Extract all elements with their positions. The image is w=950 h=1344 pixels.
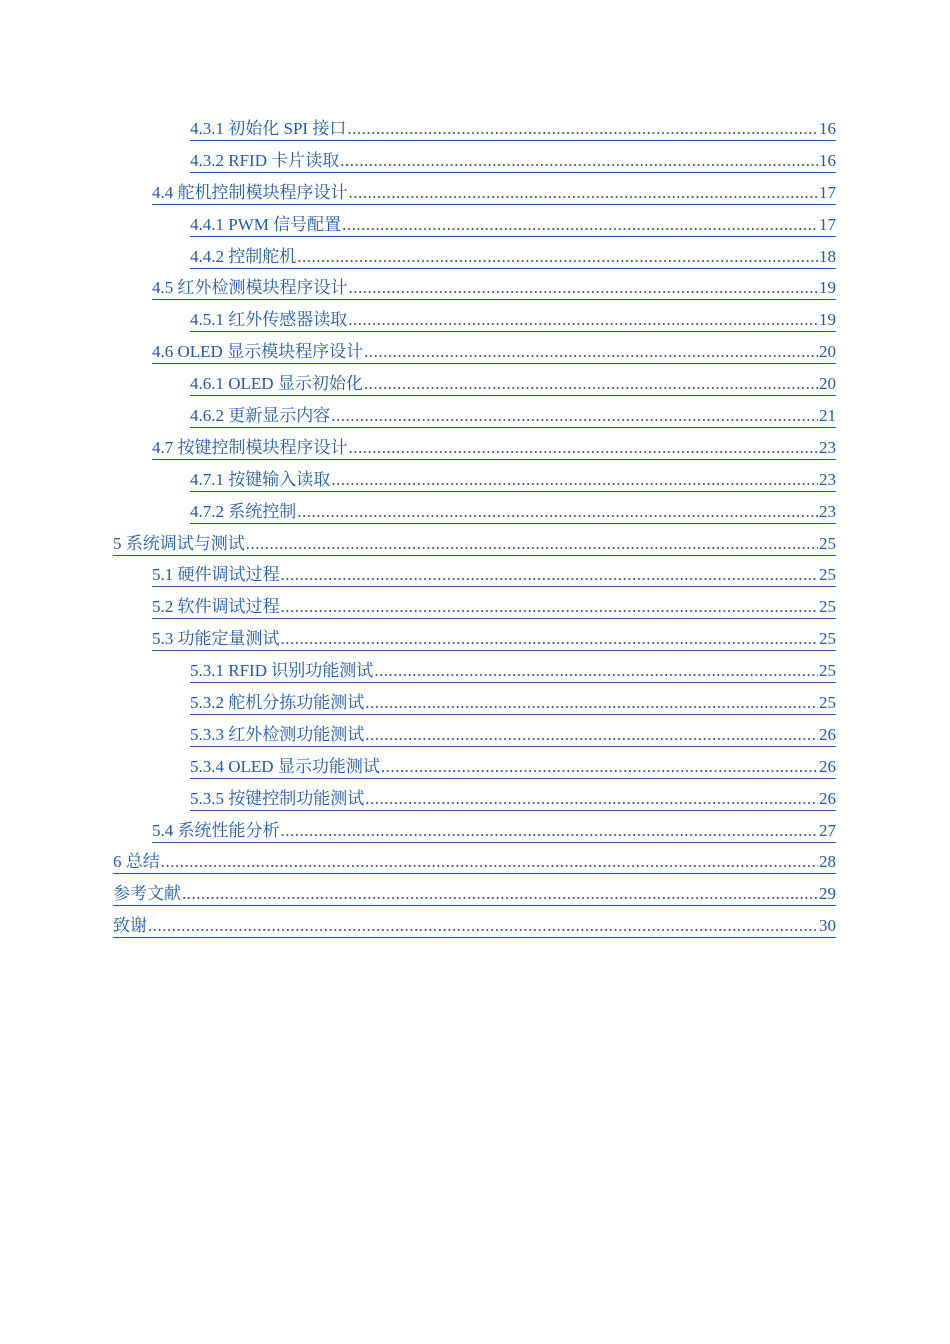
toc-page-number: 26 [819,788,836,808]
toc-dot-leader [246,533,818,555]
toc-link[interactable] [190,756,836,779]
toc-dot-leader [349,277,819,299]
toc-link[interactable] [190,469,836,492]
toc-entry [0,211,950,243]
toc-page-number: 25 [819,693,836,713]
toc-entry-title: 4.6.1 OLED 显示初始化 [190,374,363,394]
toc-page-number: 19 [819,310,836,330]
toc-entry [0,338,950,370]
toc-page-number: 16 [819,119,836,138]
toc-link[interactable] [190,150,836,173]
toc-link[interactable] [113,883,836,906]
toc-page-number: 20 [819,374,836,394]
toc-page-number: 26 [819,724,836,744]
toc-dot-leader [365,788,818,810]
toc-entry [0,530,950,562]
toc-entry [0,912,950,944]
toc-link[interactable] [190,373,836,396]
toc-entry-title: 4.5 红外检测模块程序设计 [152,278,348,298]
toc-dot-leader [148,915,818,937]
toc-page-number: 16 [819,150,836,170]
toc-page-number: 30 [819,916,836,936]
toc-page-number: 28 [819,852,836,872]
toc-entry [0,498,950,530]
toc-link[interactable] [152,564,836,587]
toc-entry [0,434,950,466]
toc-entry-title: 5.2 软件调试过程 [152,597,280,617]
toc-dot-leader [381,756,818,778]
toc-entry [0,593,950,625]
toc-entry-title: 4.7 按键控制模块程序设计 [152,437,348,457]
toc-entry-title: 致谢 [113,916,147,936]
toc-entry [0,880,950,912]
toc-page-number: 25 [819,533,836,553]
toc-page-number: 26 [819,756,836,776]
toc-entry [0,370,950,402]
toc-entry-title: 5.3 功能定量测试 [152,629,280,649]
toc-dot-leader [365,724,818,746]
toc-page-number: 21 [819,406,836,426]
toc-dot-leader [347,118,818,140]
toc-entry-title: 5.3.1 RFID 识别功能测试 [190,661,374,681]
toc-entry-title: 4.3.1 初始化 SPI 接口 [190,119,347,138]
toc-dot-leader [365,692,818,714]
toc-entry [0,689,950,721]
toc-dot-leader [297,501,818,523]
toc-page-number: 29 [819,884,836,904]
toc-entry [0,243,950,275]
toc-entry-title: 4.6.2 更新显示内容 [190,406,331,426]
toc-entry-title: 参考文献 [113,884,181,904]
toc-page-number: 25 [819,661,836,681]
toc-page-number: 27 [819,820,836,840]
toc-dot-leader [374,660,818,682]
toc-dot-leader [281,564,819,586]
toc-entry [0,466,950,498]
toc-dot-leader [364,341,818,363]
toc-entry-title: 4.4.1 PWM 信号配置 [190,214,342,234]
toc-page-number: 23 [819,501,836,521]
toc-link[interactable] [190,309,836,332]
toc-page-number: 25 [819,565,836,585]
toc-page-number: 23 [819,437,836,457]
toc-link[interactable] [190,788,836,811]
toc-link[interactable] [152,820,836,843]
toc-entry-title: 4.4 舵机控制模块程序设计 [152,182,348,202]
toc-entry [0,561,950,593]
toc-entry-title: 5.3.5 按键控制功能测试 [190,788,365,808]
toc-dot-leader [349,182,819,204]
toc-page-number: 23 [819,469,836,489]
toc-entry [0,753,950,785]
toc-link[interactable] [190,501,836,524]
toc-page-number: 19 [819,278,836,298]
toc-entry-title: 5.1 硬件调试过程 [152,565,280,585]
toc-entry-title: 5 系统调试与测试 [113,533,245,553]
toc-page-number: 18 [819,246,836,266]
toc-dot-leader [161,851,818,873]
toc-link[interactable] [152,182,836,205]
toc-entry-title: 5.3.4 OLED 显示功能测试 [190,756,380,776]
toc-link[interactable] [152,277,836,300]
toc-entry [0,848,950,880]
toc-page-number: 17 [819,182,836,202]
toc-entry-title: 5.3.2 舵机分拣功能测试 [190,693,365,713]
toc-dot-leader [349,437,819,459]
toc-link[interactable] [113,851,836,874]
toc-link[interactable] [190,692,836,715]
toc-entry-title: 4.7.2 系统控制 [190,501,297,521]
toc-entry [0,306,950,338]
toc-dot-leader [281,596,819,618]
toc-dot-leader [281,820,819,842]
toc-entry [0,817,950,849]
toc-link[interactable] [152,628,836,651]
toc-entry [0,179,950,211]
toc-page-number: 25 [819,629,836,649]
toc-link[interactable] [152,596,836,619]
toc-dot-leader [348,309,818,331]
toc-dot-leader [297,246,818,268]
toc-dot-leader [182,883,818,905]
toc-entry [0,115,950,147]
toc-entry-title: 5.3.3 红外检测功能测试 [190,724,365,744]
toc-entry [0,402,950,434]
toc-dot-leader [364,373,818,395]
toc-entry-title: 6 总结 [113,852,160,872]
toc-page-number: 17 [819,214,836,234]
toc-link[interactable] [190,246,836,269]
toc-link[interactable] [113,533,836,556]
toc-entry [0,147,950,179]
toc-entry-title: 4.7.1 按键输入读取 [190,469,331,489]
toc-dot-leader [281,628,819,650]
toc-entry [0,274,950,306]
toc-link[interactable] [190,118,836,141]
toc-entry [0,657,950,689]
toc-link[interactable] [190,214,836,237]
toc-entry-title: 4.6 OLED 显示模块程序设计 [152,342,364,362]
toc-link[interactable] [190,660,836,683]
toc-link[interactable] [152,341,836,364]
toc-dot-leader [340,150,818,172]
toc-page-number: 25 [819,597,836,617]
toc-link[interactable] [190,405,836,428]
toc-entry-title: 5.4 系统性能分析 [152,820,280,840]
toc-entry-title: 4.4.2 控制舵机 [190,246,297,266]
toc-dot-leader [342,214,818,236]
toc-link[interactable] [113,915,836,938]
toc-link[interactable] [152,437,836,460]
toc-page-number: 20 [819,342,836,362]
toc-entry [0,785,950,817]
toc-dot-leader [331,405,818,427]
toc-entry [0,721,950,753]
toc-entry-title: 4.3.2 RFID 卡片读取 [190,150,340,170]
toc-entry-title: 4.5.1 红外传感器读取 [190,310,348,330]
toc-link[interactable] [190,724,836,747]
toc-entry [0,625,950,657]
toc-dot-leader [331,469,818,491]
table-of-contents [0,115,950,944]
